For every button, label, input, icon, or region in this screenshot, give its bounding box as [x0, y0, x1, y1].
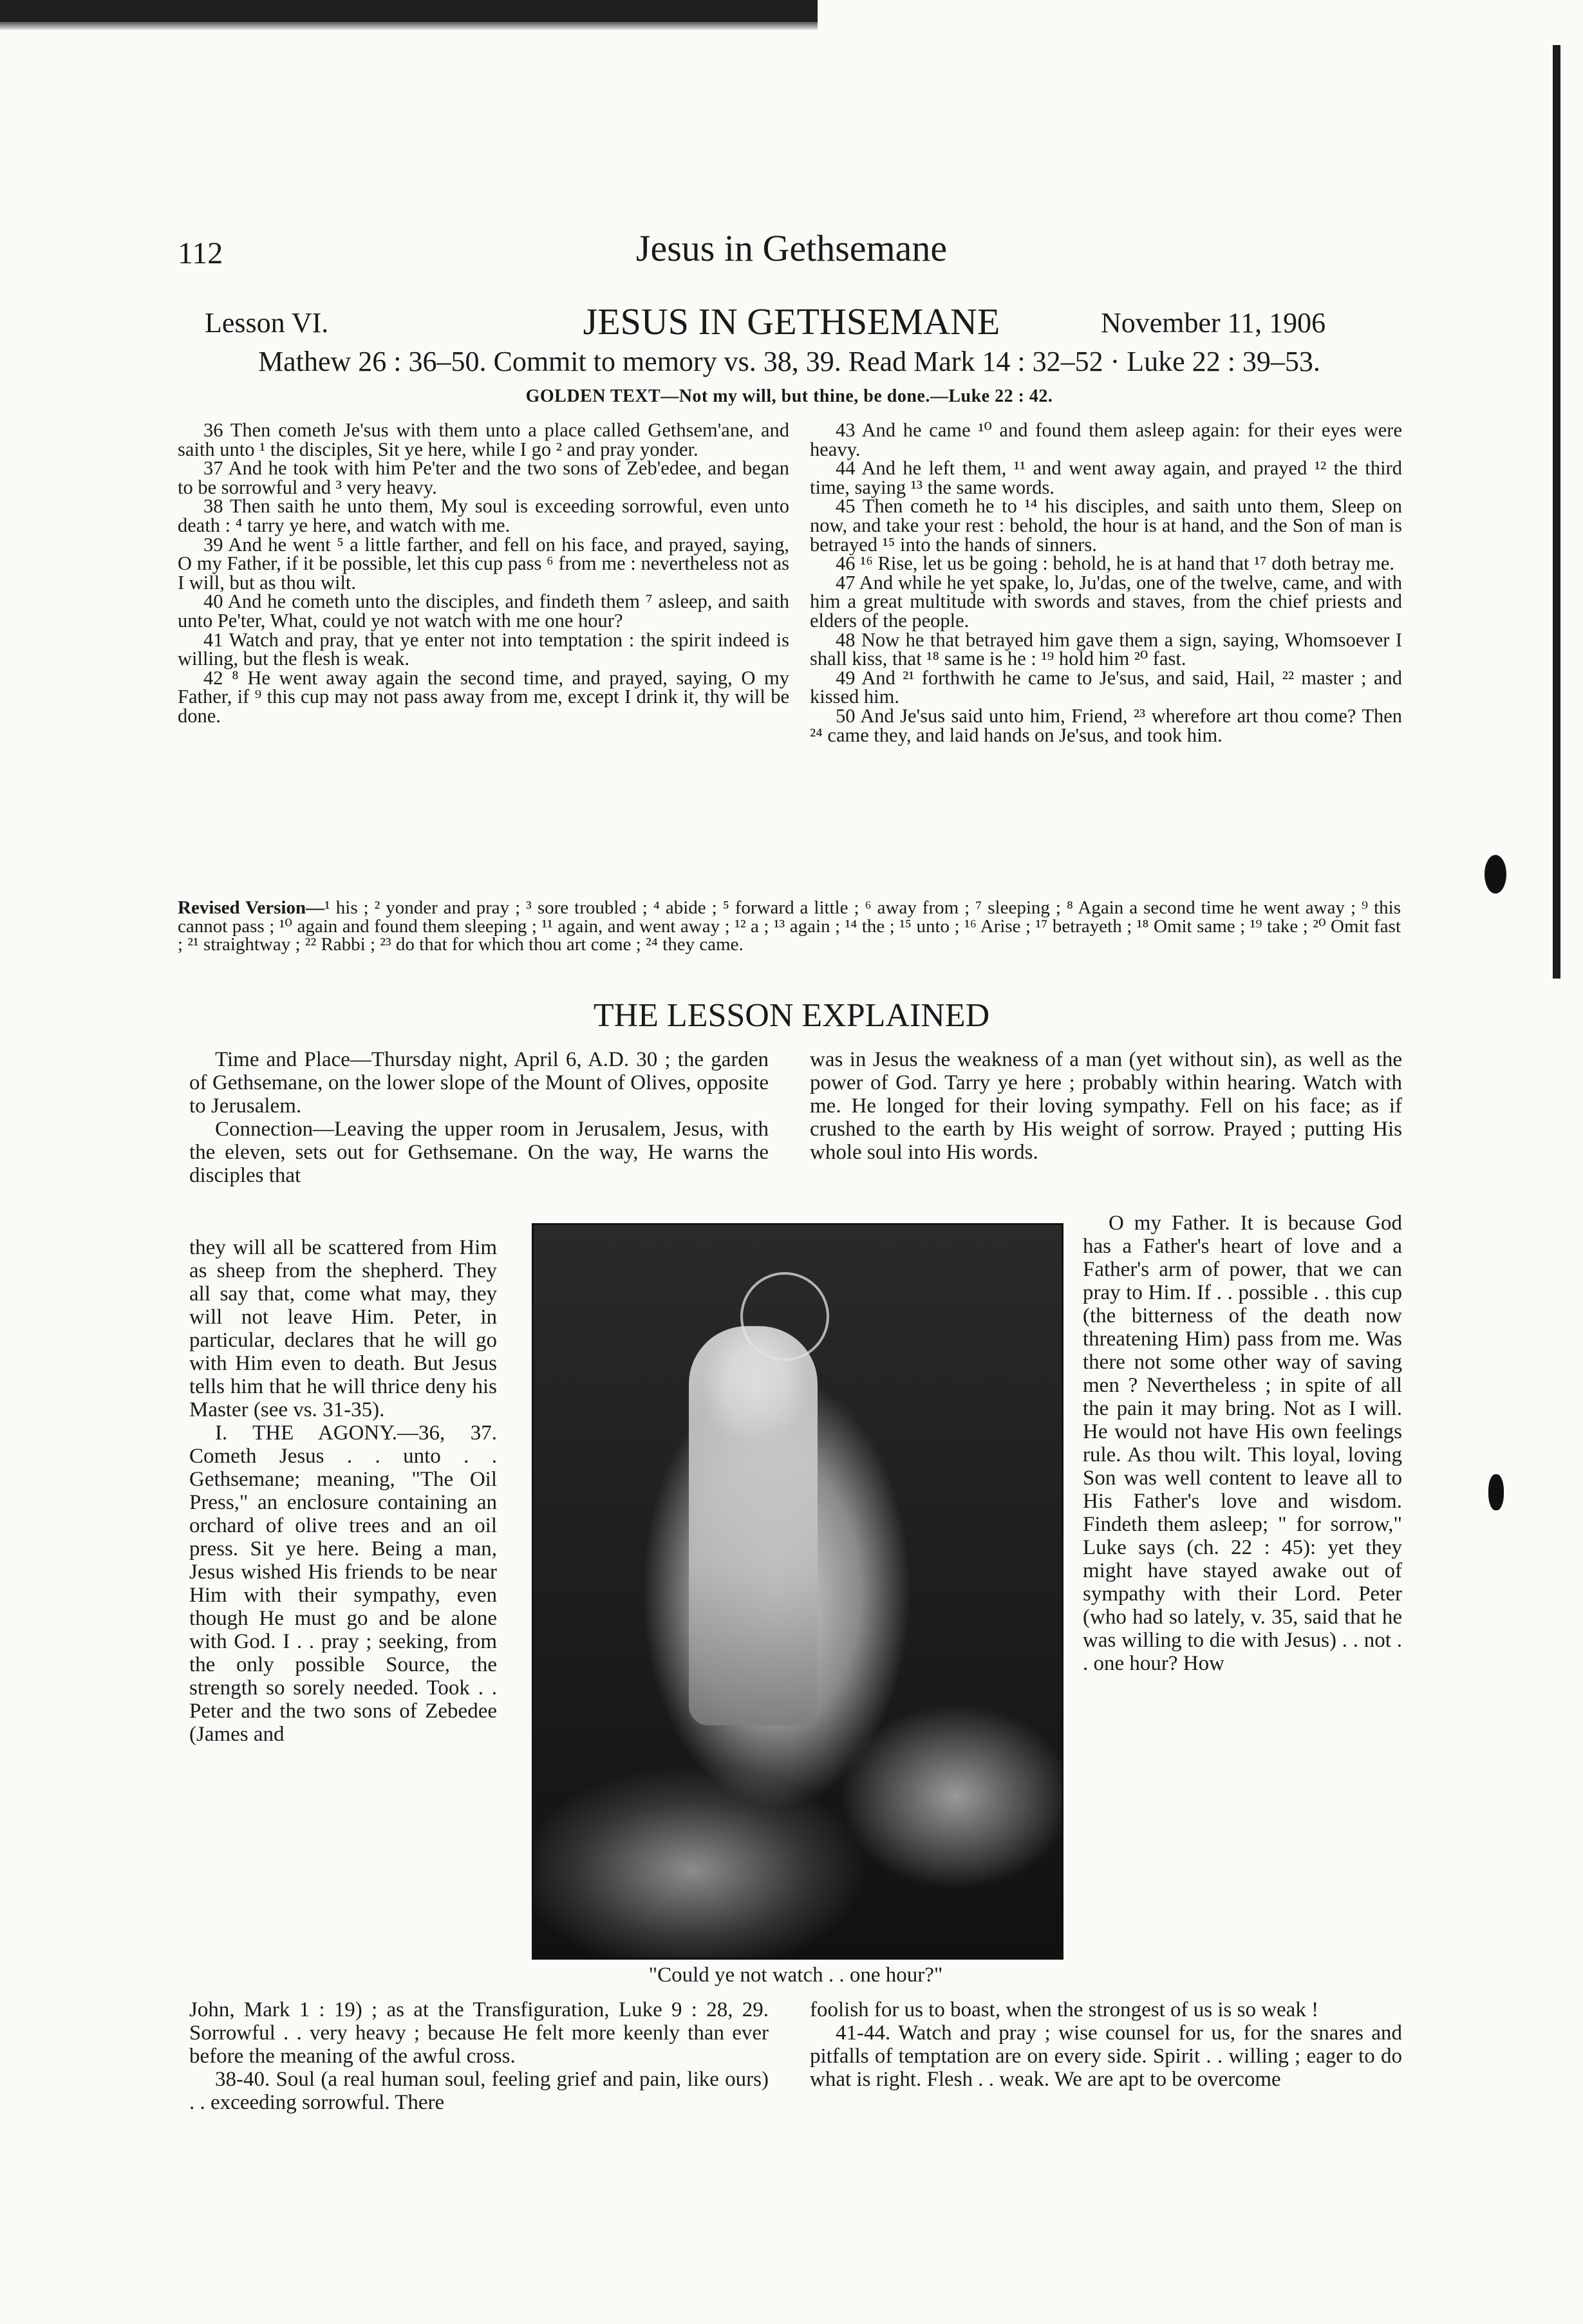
- jesus-figure-shape: [689, 1326, 818, 1725]
- explanation-paragraph: John, Mark 1 : 19) ; as at the Transfiguration, Luke 9 : 28, 29. Sorrowful . . very heavy ; because He felt more keenly than ever before the meaning of the awful cross.: [189, 1998, 769, 2068]
- scripture-column-right: [810, 421, 1402, 745]
- verse: 43 And he came ¹⁰ and found them asleep again: for their eyes were heavy.: [810, 419, 1402, 460]
- explanation-paragraph: they will all be scattered from Him as sheep from the shepherd. They all say that, come what may, they will not leave Him. Peter, in particular, declares that he will go with Him even to death. But Jesus tells him that he will thrice deny his Master (see vs. 31-35).: [189, 1236, 497, 1421]
- running-head: Jesus in Gethsemane: [635, 227, 948, 269]
- verse: 42 ⁸ He went away again the second time, and prayed, saying, O my Father, if ⁹ this cup may not pass away from me, except I drink it, thy will be done.: [178, 666, 789, 727]
- explanation-paragraph: Connection—Leaving the upper room in Jerusalem, Jesus, with the eleven, sets out for Gethsemane. On the way, He warns the disciples that: [189, 1118, 769, 1187]
- verse: 49 And ²¹ forthwith he came to Je'sus, and said, Hail, ²² master ; and kissed him.: [810, 666, 1402, 708]
- scan-blot: [1485, 855, 1506, 894]
- verse: 45 Then cometh he to ¹⁴ his disciples, and saith unto them, Sleep on now, and take your rest : behold, the hour is at hand, and the Son of man is betrayed ¹⁵ into the hands of sinners.: [810, 495, 1402, 556]
- verse: 36 Then cometh Je'sus with them unto a place called Gethsem'ane, and saith unto ¹ the disciples, Sit ye here, while I go ² and pray yonder.: [178, 419, 789, 460]
- explanation-bottom-right: [810, 1998, 1402, 2091]
- scan-edge-shade: [0, 22, 818, 30]
- verse: 44 And he left them, ¹¹ and went away again, and prayed ¹² the third time, saying ¹³ the same words.: [810, 457, 1402, 498]
- explanation-paragraph: O my Father. It is because God has a Father's heart of love and a Father's arm of power, that we can pray to Him. If . . possible . . this cup (the bitterness of the death now threatening Him) pass from me. Was there not some other way of saving men ? Nevertheless ; in spite of all the pain it may bring. Not as I will. He would not have His own feelings rule. As thou wilt. This loyal, loving Son was well content to leave all to His Father's love and wisdom. Findeth them asleep; " for sorrow," Luke says (ch. 22 : 45): yet they might have stayed awake out of sympathy with their Lord. Peter (who had so lately, v. 35, said that he was willing to die with Jesus) . . not . . one hour? How: [1083, 1212, 1402, 1675]
- explanation-narrow-left: [189, 1236, 497, 1746]
- section-heading: THE LESSON EXPLAINED: [593, 997, 990, 1034]
- scan-blot: [1488, 1474, 1504, 1510]
- explanation-paragraph: Time and Place—Thursday night, April 6, A.D. 30 ; the garden of Gethsemane, on the lower slope of the Mount of Olives, opposite to Jerusalem.: [189, 1048, 769, 1118]
- verse: 41 Watch and pray, that ye enter not into temptation : the spirit indeed is willing, but the flesh is weak.: [178, 628, 789, 670]
- lesson-title: JESUS IN GETHSEMANE: [583, 301, 1000, 342]
- revised-version-text: ¹ his ; ² yonder and pray ; ³ sore troubled ; ⁴ abide ; ⁵ forward a little ; ⁶ away from ; ⁷ sleeping ; ⁸ Again a second time he went away ; ⁹ this cannot pass ; ¹⁰ again and found them sleeping ; ¹¹ again, and went away ; ¹² a ; ¹³ again ; ¹⁴ the ; ¹⁵ unto ; ¹⁶ Arise ; ¹⁷ betrayeth ; ¹⁸ Omit same ; ¹⁹ take ; ²⁰ Omit fast ; ²¹ straightway ; ²² Rabbi ; ²³ do that for which thou art come ; ²⁴ they came.: [178, 897, 1401, 955]
- explanation-bottom-left: [189, 1998, 769, 2114]
- revised-version-label: Revised Version—: [178, 897, 325, 918]
- explanation-top-right: [810, 1048, 1402, 1164]
- explanation-paragraph: foolish for us to boast, when the strongest of us is so weak !: [810, 1998, 1319, 2021]
- lesson-number: Lesson VI.: [205, 307, 329, 339]
- verse: 50 And Je'sus said unto him, Friend, ²³ wherefore art thou come? Then ²⁴ came they, and laid hands on Je'sus, and took him.: [810, 704, 1402, 746]
- scan-edge-bar: [0, 0, 818, 22]
- verse: 47 And while he yet spake, lo, Ju'das, one of the twelve, came, and with him a great multitude with swords and staves, from the chief priests and elders of the people.: [810, 571, 1402, 632]
- explanation-paragraph: I. THE AGONY.—36, 37. Cometh Jesus . . unto . . Gethsemane; meaning, "The Oil Press," an enclosure containing an orchard of olive trees and an oil press. Sit ye here. Being a man, Jesus wished His friends to be near Him with their sympathy, even though He must go and be alone with God. I . . pray ; seeking, from the only possible Source, the strength so sorely needed. Took . . Peter and the two sons of Zebedee (James and: [189, 1421, 497, 1746]
- revised-version-notes: [178, 899, 1401, 954]
- explanation-paragraph: 41-44. Watch and pray ; wise counsel for us, for the snares and pitfalls of temptation are on every side. Spirit . . willing ; eager to do what is right. Flesh . . weak. We are apt to be overcome: [810, 2021, 1402, 2091]
- commit-line: Mathew 26 : 36–50. Commit to memory vs. 38, 39. Read Mark 14 : 32–52 · Luke 22 : 39–53.: [258, 346, 1320, 377]
- verse: 40 And he cometh unto the disciples, and findeth them ⁷ asleep, and saith unto Pe'ter, What, could ye not watch with me one hour?: [178, 590, 789, 632]
- verse: 48 Now he that betrayed him gave them a sign, saying, Whomsoever I shall kiss, that ¹⁸ same is he : ¹⁹ hold him ²⁰ fast.: [810, 628, 1402, 670]
- explanation-paragraph: was in Jesus the weakness of a man (yet without sin), as well as the power of God. Tarry ye here ; probably within hearing. Watch with me. He longed for their loving sympathy. Fell on his face; as if crushed to the earth by His weight of sorrow. Prayed ; putting His whole soul into His words.: [810, 1048, 1402, 1164]
- illustration-caption: "Could ye not watch . . one hour?": [648, 1963, 943, 1987]
- scripture-column-left: [178, 421, 789, 726]
- verse: 46 ¹⁶ Rise, let us be going : behold, he is at hand that ¹⁷ doth betray me.: [836, 552, 1394, 575]
- explanation-paragraph: 38-40. Soul (a real human soul, feeling grief and pain, like ours) . . exceeding sorrowful. There: [189, 2068, 769, 2114]
- lesson-date: November 11, 1906: [1101, 307, 1326, 339]
- page-number: 112: [178, 236, 223, 270]
- golden-text: GOLDEN TEXT—Not my will, but thine, be done.—Luke 22 : 42.: [525, 386, 1053, 406]
- verse: 39 And he went ⁵ a little farther, and fell on his face, and prayed, saying, O my Father, if it be possible, let this cup pass ⁶ from me : nevertheless not as I will, but as thou wilt.: [178, 533, 789, 594]
- explanation-top-left: [189, 1048, 769, 1187]
- verse: 37 And he took with him Pe'ter and the two sons of Zeb'edee, and began to be sorrowful and ³ very heavy.: [178, 457, 789, 498]
- verse: 38 Then saith he unto them, My soul is exceeding sorrowful, even unto death : ⁴ tarry ye here, and watch with me.: [178, 495, 789, 536]
- scan-right-edge-bar: [1553, 45, 1560, 979]
- explanation-narrow-right: [1083, 1212, 1402, 1675]
